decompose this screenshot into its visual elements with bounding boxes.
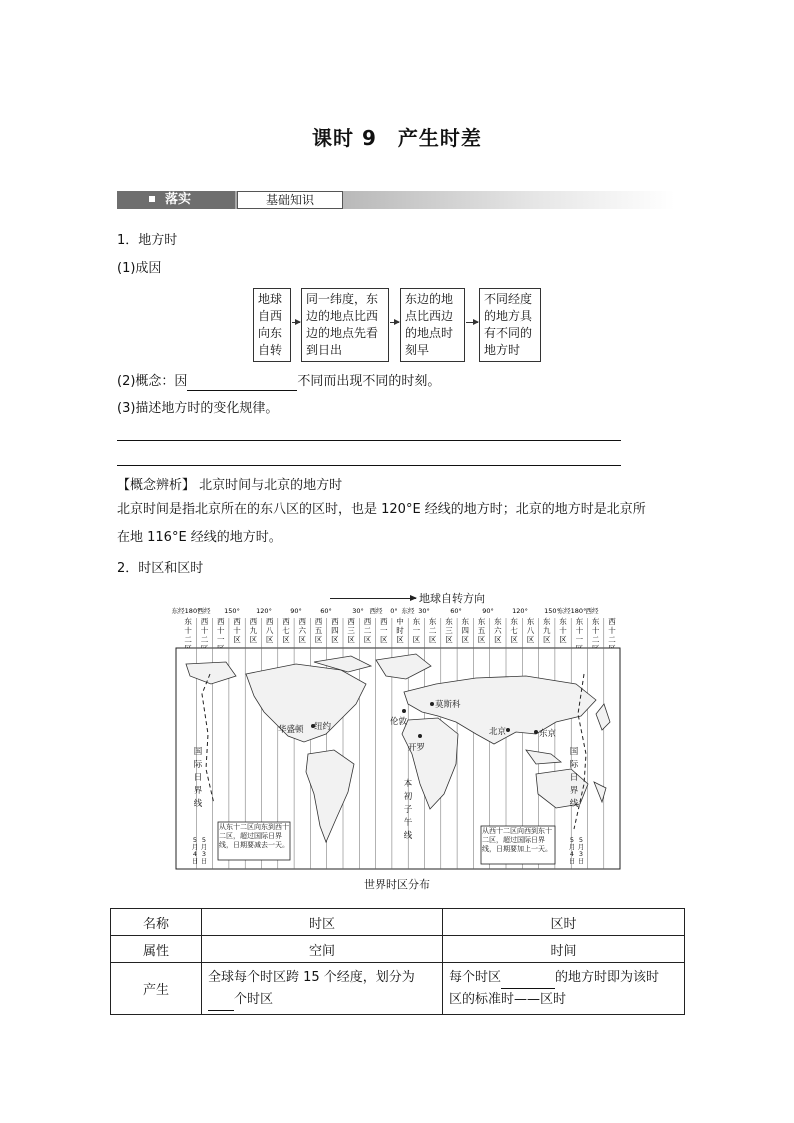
table-header: 名称: [111, 909, 202, 936]
zone-label-char: 九: [543, 626, 551, 635]
date-right-a: 月: [568, 843, 576, 851]
zone-label-char: 东: [461, 617, 469, 626]
date-left-b: 3: [201, 850, 207, 858]
meridian-label: 子: [403, 805, 413, 815]
zone-label-char: 西: [298, 617, 306, 626]
date-right-a: 4: [569, 850, 575, 858]
zone-label-char: 区: [412, 635, 421, 644]
longitude-label: 30°: [418, 607, 430, 615]
meridian-label: 午: [403, 818, 413, 828]
map-caption: 世界时区分布: [364, 878, 430, 891]
zone-label-char: 区: [331, 635, 339, 644]
longitude-label: 90°: [290, 607, 302, 615]
dateline-label-right: 际: [569, 760, 579, 770]
zone-label-char: 区: [233, 635, 241, 644]
banner-right: 基础知识: [237, 191, 343, 209]
zone-label-char: 东: [510, 617, 518, 626]
rotation-label: 地球自转方向: [419, 592, 485, 605]
table-cell: 每个时区 的地方时即为该时 区的标准时——区时: [443, 963, 685, 1015]
flow-box-2: 同一纬度，东边的地点比西边的地点先看到日出: [301, 288, 389, 362]
page-title: 课时 9 产生时差: [312, 126, 482, 150]
longitude-label: 120°: [256, 607, 272, 615]
zone-label-char: 区: [363, 635, 372, 644]
dateline-label-right: 国: [569, 747, 579, 757]
date-left-a: 月: [191, 843, 199, 851]
zone-label-char: 区: [265, 635, 274, 644]
zone-label-char: 一: [412, 626, 421, 635]
zone-label-char: 二: [184, 635, 192, 644]
date-left-b: 5: [201, 836, 207, 844]
note-left: 从东十二区向东到西十二区，超过国际日界线，日期要减去一天。: [219, 823, 289, 849]
zone-label-char: 西: [608, 617, 616, 626]
zone-label-char: 东: [559, 617, 567, 626]
zone-label-char: 二: [363, 626, 372, 635]
blank-field[interactable]: [208, 1010, 234, 1011]
city-moscow: 莫斯科: [435, 700, 461, 710]
zone-label-char: 区: [510, 635, 518, 644]
zone-label-char: 东: [575, 617, 584, 626]
table-header: 时区: [202, 909, 443, 936]
city-cairo: 开罗: [408, 743, 426, 753]
zone-label-char: 五: [314, 626, 323, 635]
zone-table: [110, 908, 685, 1015]
date-left-b: 日: [200, 857, 208, 865]
date-right-b: 日: [577, 857, 585, 865]
table-cell: 产生: [111, 963, 202, 1015]
zone-label-char: 十: [575, 626, 584, 635]
longitude-label: 西经: [585, 607, 599, 615]
longitude-label: 150°: [224, 607, 240, 615]
zone-label-char: 区: [428, 635, 437, 644]
zone-label-char: 二: [608, 635, 616, 644]
zone-label-char: 东: [477, 617, 486, 626]
time-zone-labels: [184, 616, 616, 653]
meridian-label: 线: [403, 831, 413, 841]
zone-label-char: 二: [428, 626, 437, 635]
longitude-labels: [172, 606, 599, 615]
note-right: 从西十二区向西到东十二区，超过国际日界线，日期要加上一天。: [482, 827, 552, 853]
concept-note-title: 【概念辨析】 北京时间与北京的地方时: [117, 478, 343, 493]
longitude-label: 西经: [369, 607, 383, 615]
zone-label-char: 东: [526, 617, 535, 626]
concept-line: (2)概念：因 不同而出现不同的时刻。: [117, 374, 441, 389]
flow-arrow: [292, 322, 300, 323]
zone-label-char: 六: [494, 626, 502, 635]
date-right-b: 5: [578, 836, 584, 844]
zone-label-char: 一: [575, 635, 584, 644]
zone-label-char: 三: [445, 626, 453, 635]
flow-arrow: [390, 322, 399, 323]
zone-label-char: 区: [298, 635, 306, 644]
zone-label-char: 二: [200, 635, 209, 644]
table-cell: 全球每个时区跨 15 个经度，划分为 个时区: [202, 963, 443, 1015]
describe-line: (3)描述地方时的变化规律。: [117, 401, 279, 416]
zone-label-char: 区: [314, 635, 323, 644]
longitude-label: 60°: [320, 607, 332, 615]
zone-label-char: 十: [608, 626, 616, 635]
zone-label-char: 东: [591, 617, 600, 626]
zone-label-char: 六: [298, 626, 306, 635]
section2-heading: 2．时区和区时: [117, 561, 204, 576]
dateline-label-left: 线: [193, 799, 203, 809]
longitude-label: 西经: [197, 607, 211, 615]
zone-label-char: 一: [217, 635, 225, 644]
square-icon: [149, 196, 155, 202]
dateline-label-right: 日: [569, 773, 579, 783]
zone-label-char: 区: [249, 635, 258, 644]
city-newyork: 纽约: [314, 722, 332, 732]
zone-label-char: 十: [559, 626, 567, 635]
zone-label-char: 区: [282, 635, 290, 644]
zone-label-char: 七: [282, 626, 290, 635]
zone-label-char: 九: [249, 626, 258, 635]
zone-label-char: 东: [412, 617, 421, 626]
date-left-a: 日: [191, 857, 199, 865]
date-right-a: 5: [569, 836, 575, 844]
zone-label-char: 西: [249, 617, 258, 626]
table-cell: 时间: [443, 936, 685, 963]
zone-label-char: 五: [477, 626, 486, 635]
dateline-label-left: 国: [193, 747, 203, 757]
dateline-label-left: 界: [193, 786, 203, 796]
dateline-label-left: 际: [193, 760, 203, 770]
dateline-label-right: 界: [569, 786, 579, 796]
date-left-a: 4: [192, 850, 198, 858]
blank-field[interactable]: [187, 390, 297, 391]
zone-label-char: 区: [347, 635, 355, 644]
answer-line[interactable]: [117, 440, 621, 441]
zone-label-char: 八: [526, 626, 535, 635]
longitude-label: 90°: [482, 607, 494, 615]
zone-label-char: 东: [445, 617, 453, 626]
dateline-label-right: 线: [569, 799, 579, 809]
table-cell: 空间: [202, 936, 443, 963]
flow-box-3: 东边的地点比西边的地点时刻早: [400, 288, 465, 362]
zone-label-char: 区: [543, 635, 551, 644]
zone-label-char: 区: [526, 635, 535, 644]
longitude-label: 150°: [544, 607, 560, 615]
zone-label-char: 三: [347, 626, 355, 635]
longitude-label: 30°: [352, 607, 364, 615]
zone-label-char: 四: [331, 626, 339, 635]
zone-label-char: 一: [380, 626, 388, 635]
concept-note-line2: 在地 116°E 经线的地方时。: [117, 530, 282, 545]
zone-label-char: 东: [543, 617, 551, 626]
answer-line[interactable]: [117, 465, 621, 466]
longitude-label: 120°: [512, 607, 528, 615]
dateline-label-left: 日: [193, 773, 203, 783]
zone-label-char: 区: [559, 635, 567, 644]
date-left-b: 月: [200, 843, 208, 851]
date-left-a: 5: [192, 836, 198, 844]
cause-label: (1)成因: [117, 261, 162, 276]
concept-note-line1: 北京时间是指北京所在的东八区的区时，也是 120°E 经线的地方时；北京的地方时是北京所: [117, 502, 646, 517]
banner-left: 落实: [117, 191, 235, 209]
city-beijing: 北京: [489, 727, 507, 737]
longitude-label: 东经: [401, 607, 415, 615]
zone-label-char: 西: [200, 617, 209, 626]
zone-label-char: 西: [217, 617, 225, 626]
longitude-label: 0°: [390, 607, 398, 615]
flow-box-4: 不同经度的地方具有不同的地方时: [479, 288, 541, 362]
zone-label-char: 十: [233, 626, 241, 635]
date-right-b: 3: [578, 850, 584, 858]
zone-label-char: 西: [380, 617, 388, 626]
zone-label-char: 区: [445, 635, 453, 644]
zone-label-char: 十: [200, 626, 209, 635]
city-washington: 华盛顿: [278, 725, 304, 735]
zone-label-char: 西: [282, 617, 290, 626]
zone-label-char: 十: [184, 626, 192, 635]
longitude-label: 东经180°: [557, 607, 587, 615]
longitude-label: 东经180°: [171, 607, 201, 615]
zone-label-char: 西: [363, 617, 372, 626]
zone-label-char: 二: [591, 635, 600, 644]
longitude-label: 60°: [450, 607, 462, 615]
zone-label-char: 时: [396, 626, 404, 635]
meridian-label: 本: [403, 779, 413, 789]
zone-label-char: 区: [396, 635, 404, 644]
zone-label-char: 区: [477, 635, 486, 644]
meridian-label: 初: [403, 792, 413, 802]
flow-arrow: [466, 322, 478, 323]
city-tokyo: 东京: [539, 729, 557, 739]
section-banner: [117, 191, 675, 209]
rotation-arrow: [330, 598, 416, 599]
zone-label-char: 中: [396, 617, 404, 626]
zone-label-char: 西: [331, 617, 339, 626]
blank-field[interactable]: [501, 988, 555, 989]
zone-label-char: 西: [233, 617, 241, 626]
flow-box-1: 地球自西向东自转: [253, 288, 291, 362]
date-right-a: 日: [568, 857, 576, 865]
section1-heading: 1．地方时: [117, 233, 178, 248]
world-time-zone-map: [171, 604, 620, 870]
zone-label-char: 西: [265, 617, 274, 626]
zone-label-char: 七: [510, 626, 518, 635]
zone-label-char: 十: [217, 626, 225, 635]
zone-label-char: 西: [347, 617, 355, 626]
zone-label-char: 东: [494, 617, 502, 626]
zone-label-char: 区: [380, 635, 388, 644]
city-london: 伦敦: [390, 717, 408, 727]
zone-label-char: 区: [461, 635, 469, 644]
zone-label-char: 十: [591, 626, 600, 635]
zone-label-char: 东: [184, 617, 192, 626]
table-header: 区时: [443, 909, 685, 936]
zone-label-char: 四: [461, 626, 469, 635]
date-right-b: 月: [577, 843, 585, 851]
zone-label-char: 区: [494, 635, 502, 644]
zone-label-char: 东: [428, 617, 437, 626]
table-cell: 属性: [111, 936, 202, 963]
zone-label-char: 西: [314, 617, 323, 626]
zone-label-char: 八: [265, 626, 274, 635]
